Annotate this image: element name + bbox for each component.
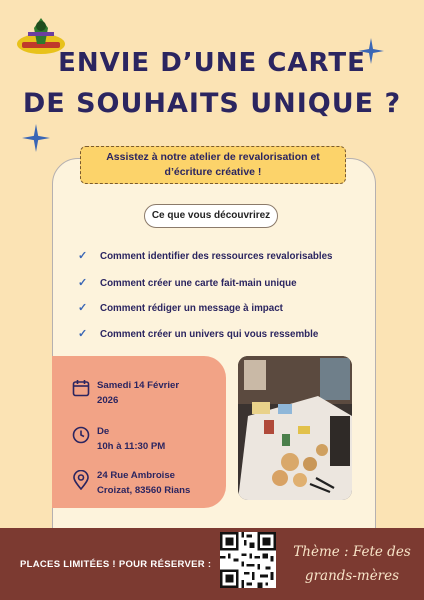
- event-date: Samedi 14 Février 2026: [97, 380, 180, 406]
- checklist-item: ✓ Comment créer un univers qui vous ressemble: [78, 328, 319, 340]
- page-title-line2: DE SOUHAITS UNIQUE ?: [22, 88, 402, 119]
- workshop-banner: [80, 146, 346, 184]
- checklist-item: ✓ Comment identifier des ressources revalorisables: [78, 250, 333, 262]
- sparkle-icon: [22, 124, 50, 152]
- check-icon: ✓: [78, 277, 88, 289]
- workshop-photo: [238, 356, 352, 500]
- calendar-icon: [72, 379, 90, 397]
- theme-text: Thème : Fete des grands-mères: [293, 544, 411, 584]
- reservation-text: PLACES LIMITÉES ! POUR RÉSERVER :: [20, 559, 212, 570]
- location-pin-icon: [72, 470, 90, 490]
- clock-icon: [72, 426, 90, 444]
- check-icon: ✓: [78, 250, 88, 262]
- banner-line1: Assistez à notre atelier de revalorisation et: [106, 151, 320, 163]
- checklist-item: ✓ Comment rédiger un message à impact: [78, 302, 283, 314]
- checklist-item: ✓ Comment créer une carte fait-main unique: [78, 277, 297, 289]
- banner-line2: d’écriture créative !: [164, 166, 262, 178]
- discover-label: Ce que vous découvrirez: [144, 204, 278, 228]
- event-time: De 10h à 11:30 PM: [97, 426, 166, 452]
- check-icon: ✓: [78, 302, 88, 314]
- page-title-line1: ENVIE D’UNE CARTE: [58, 48, 366, 78]
- check-icon: ✓: [78, 328, 88, 340]
- qr-code[interactable]: [220, 532, 276, 588]
- event-address: 24 Rue Ambroise Croizat, 83560 Rians: [97, 470, 191, 496]
